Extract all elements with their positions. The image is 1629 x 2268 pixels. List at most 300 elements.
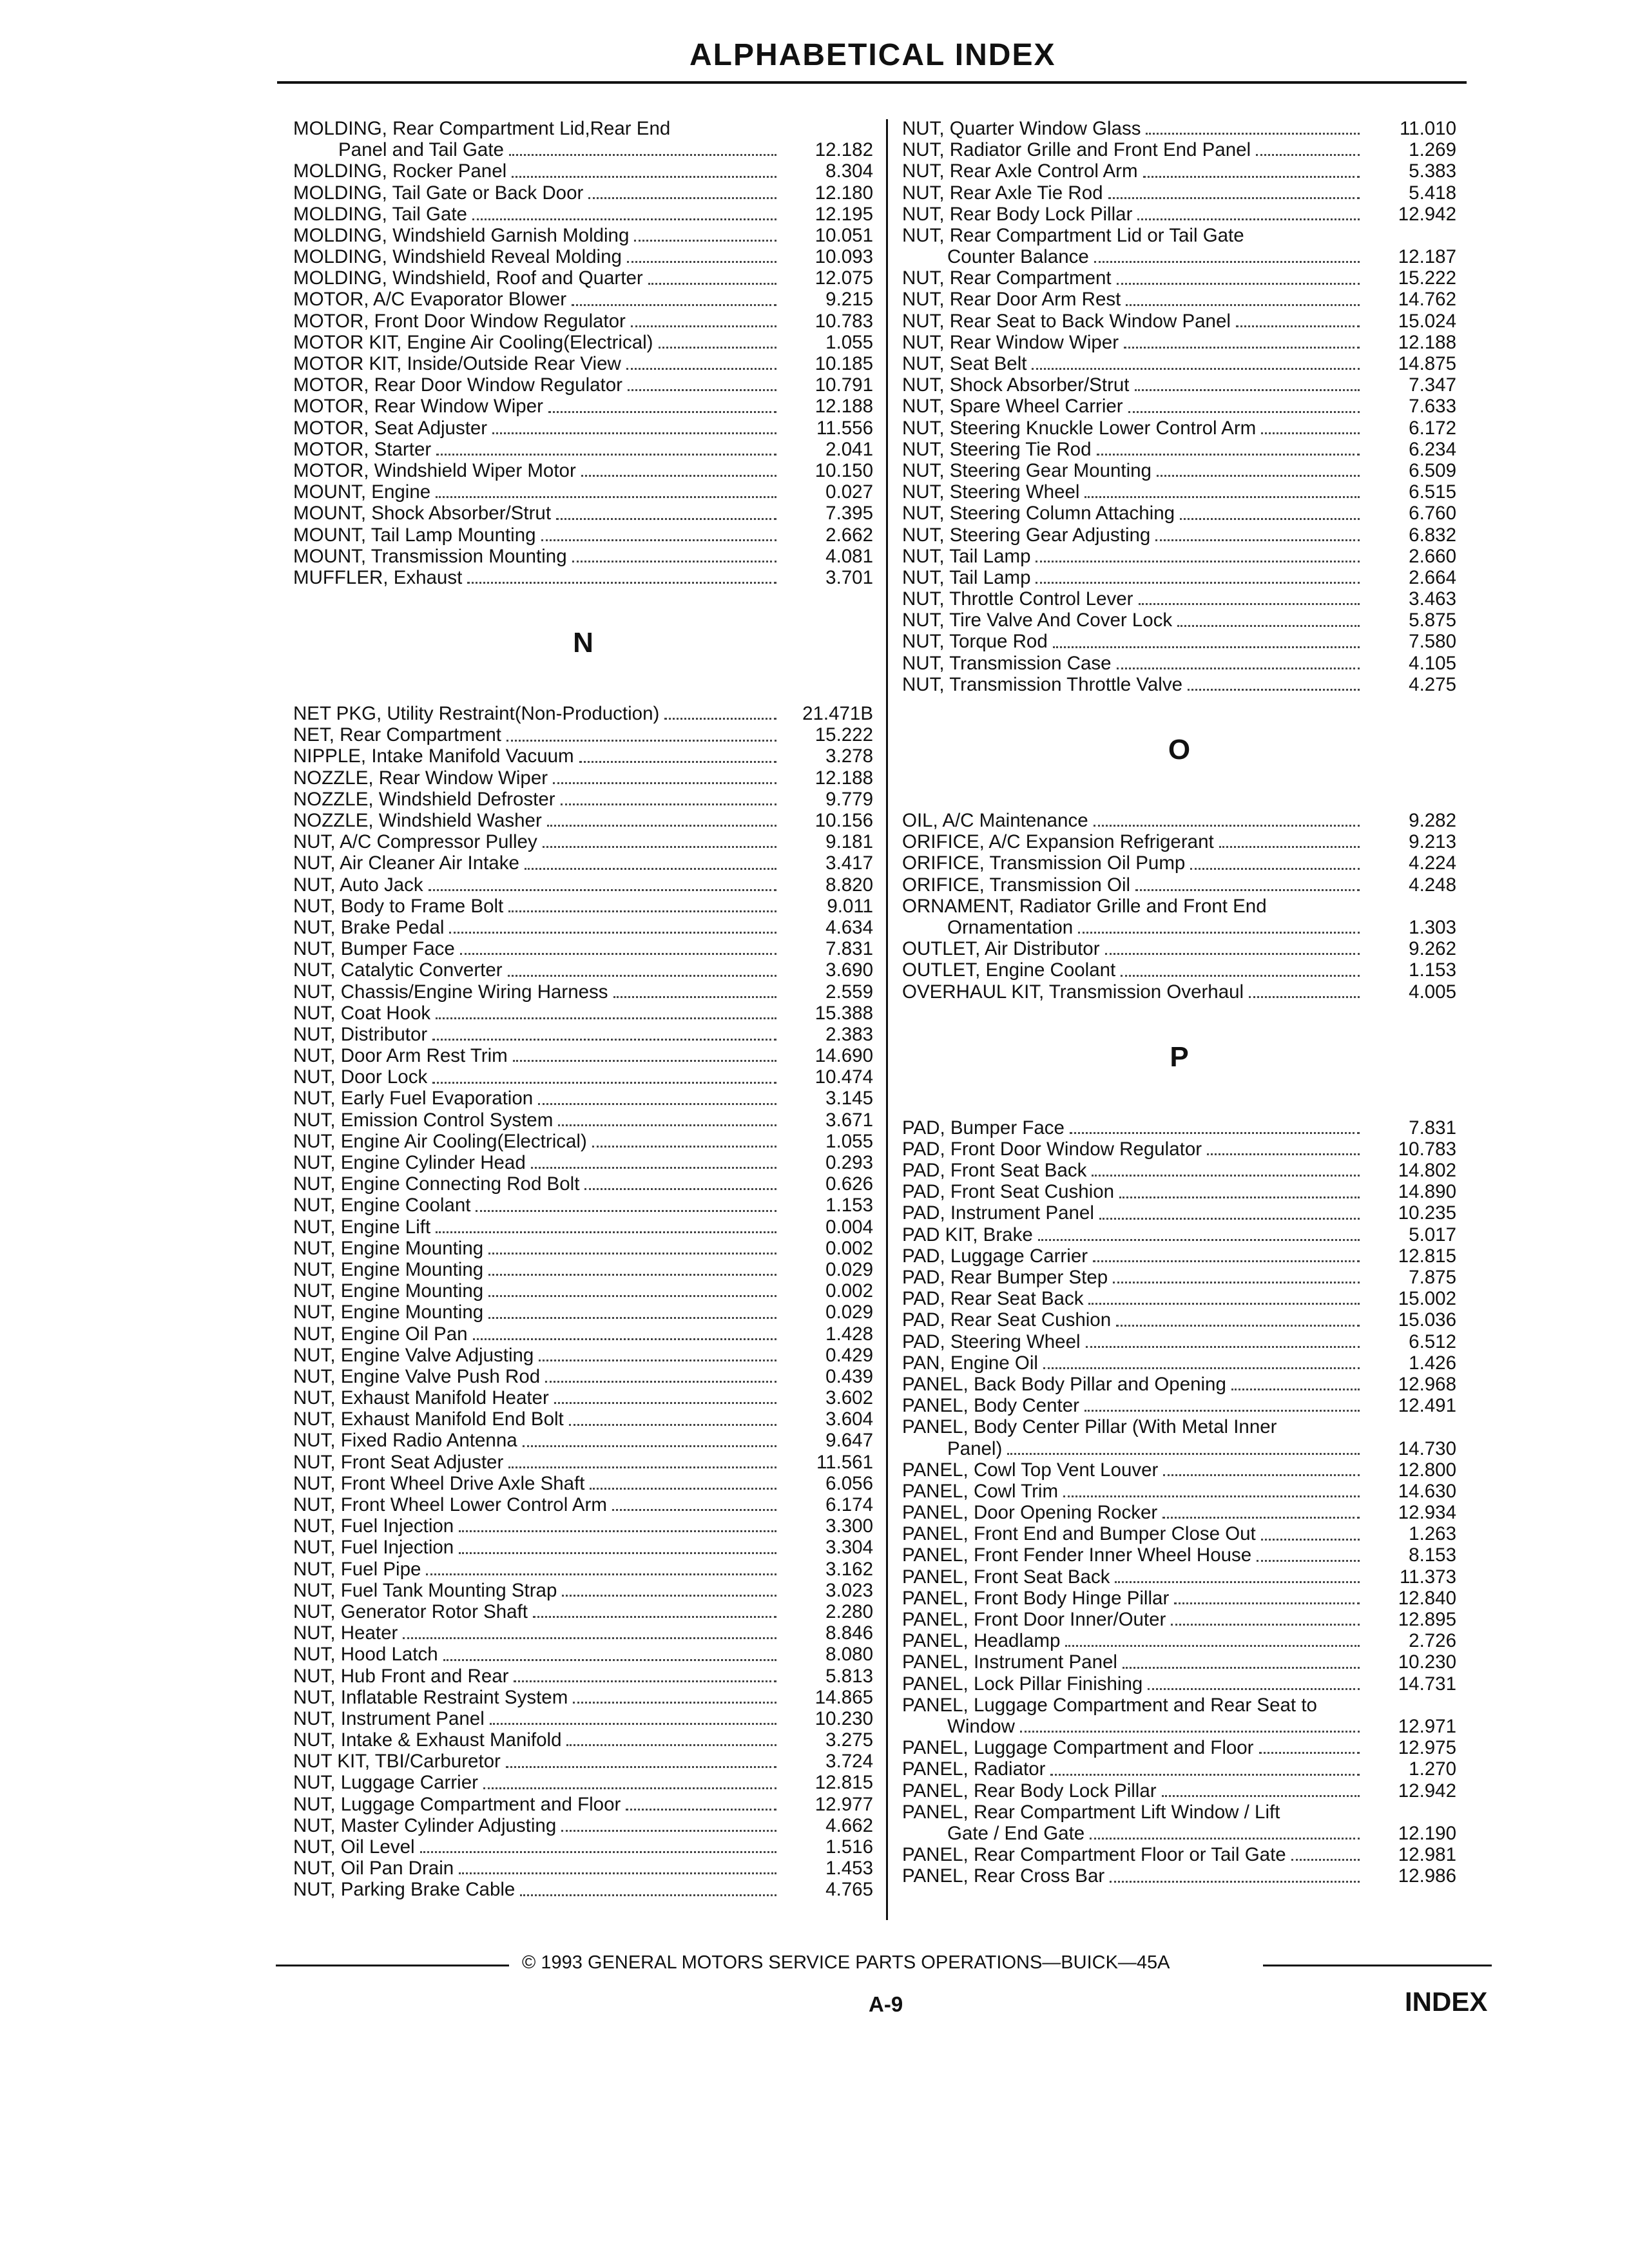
index-entry [293,1794,873,1815]
dot-leader [1174,1602,1360,1604]
index-entry [902,374,1456,396]
entry-text: NUT, Front Seat Adjuster [293,1451,504,1473]
dot-leader [664,718,776,720]
index-entry [293,439,873,460]
dot-leader [403,1637,776,1639]
entry-text: PANEL, Luggage Compartment and Rear Seat to [902,1694,1317,1716]
index-entry [293,831,873,852]
entry-page-ref: 4.005 [1409,981,1456,1003]
dot-leader [584,1188,776,1190]
index-entry [902,1459,1456,1481]
entry-text: NUT, Rear Axle Tie Rod [902,182,1103,204]
index-entry [293,332,873,353]
page-title-text: ALPHABETICAL INDEX [689,38,1056,72]
dot-leader [1086,1346,1360,1348]
footer-rule-left [276,1965,509,1966]
dot-leader [547,825,776,827]
footer-copyright: © 1993 GENERAL MOTORS SERVICE PARTS OPERATIONS—BUICK—45A [522,1952,1170,1973]
dot-leader [612,1509,776,1511]
index-entry [902,524,1456,546]
entry-text: NUT, Parking Brake Cable [293,1879,516,1901]
dot-leader [648,283,776,285]
dot-leader [459,1872,776,1874]
dot-leader [541,539,776,541]
entry-text: PANEL, Front Door Inner/Outer [902,1609,1166,1631]
entry-page-ref: 12.986 [1398,1865,1456,1887]
entry-text: NUT, Intake & Exhaust Manifold [293,1729,562,1751]
dot-leader [1032,368,1360,370]
index-entry [902,1588,1456,1609]
dot-leader [509,154,776,156]
dot-leader [1090,1838,1360,1840]
index-entry [293,1173,873,1195]
dot-leader [467,582,776,584]
entry-text: NUT, Body to Frame Bolt [293,895,504,917]
dot-leader [561,1830,776,1832]
dot-leader [1116,1325,1360,1327]
entry-page-ref: 3.275 [825,1729,873,1751]
dot-leader [1088,1303,1360,1305]
index-entry [902,1139,1456,1160]
dot-leader [588,197,776,199]
entry-text: PANEL, Door Opening Rocker [902,1502,1158,1524]
index-entry [902,1481,1456,1502]
entry-page-ref: 3.162 [825,1558,873,1580]
index-entry [293,1302,873,1323]
index-entry [902,959,1456,981]
dot-leader [592,1146,776,1148]
entry-page-ref: 12.800 [1398,1459,1456,1481]
index-entry [293,896,873,917]
dot-leader [514,1680,776,1682]
dot-leader [581,475,776,477]
entry-text: NUT, Early Fuel Evaporation [293,1088,534,1110]
index-entry [293,1045,873,1066]
entry-page-ref: 14.875 [1398,353,1456,375]
dot-leader [488,1274,776,1276]
entry-text: NUT, Engine Mounting [293,1237,484,1259]
entry-text: PANEL, Body Center Pillar (With Metal Inner [902,1416,1277,1438]
index-entry [293,374,873,396]
dot-leader [1117,283,1360,285]
entry-text: NUT, Door Arm Rest Trim [293,1045,508,1067]
index-entry [293,204,873,225]
dot-leader [1148,1688,1360,1690]
entry-page-ref: 1.428 [825,1323,873,1345]
index-entry [293,1751,873,1772]
dot-leader [523,1445,776,1447]
dot-leader [432,1082,776,1084]
dot-leader [436,1017,776,1019]
index-entry [293,1195,873,1216]
index-entry [293,1580,873,1601]
entry-text: NUT, Hood Latch [293,1644,438,1666]
dot-leader [1177,625,1360,627]
entry-page-ref: 5.418 [1409,182,1456,204]
dot-leader [488,1253,776,1254]
dot-leader [1110,1881,1360,1883]
dot-leader [1070,1132,1360,1134]
dot-leader [1093,1260,1360,1262]
entry-page-ref: 12.840 [1398,1587,1456,1609]
index-entry [293,1259,873,1280]
dot-leader [539,1360,776,1361]
index-entry [902,311,1456,332]
dot-leader [1097,454,1360,456]
index-entry [902,1566,1456,1588]
entry-text: NUT, Brake Pedal [293,916,445,938]
entry-page-ref: 8.153 [1409,1544,1456,1566]
entry-text: NUT, Engine Valve Adjusting [293,1344,534,1366]
entry-page-ref: 6.056 [825,1472,873,1494]
entry-page-ref: 1.055 [825,331,873,353]
index-entry [902,1695,1456,1716]
dot-leader [1128,411,1360,413]
dot-leader [533,1616,776,1618]
index-entry [293,1773,873,1794]
entry-text: PANEL, Front Seat Back [902,1566,1110,1588]
index-entry [293,567,873,588]
entry-page-ref: 2.726 [1409,1630,1456,1652]
entry-page-ref: 4.224 [1409,852,1456,874]
entry-text: NUT, Rear Compartment [902,267,1112,289]
entry-page-ref: 14.630 [1398,1480,1456,1502]
index-entry [902,139,1456,160]
index-entry [293,1815,873,1836]
index-entry [902,160,1456,182]
entry-text: NUT, Tail Lamp [902,545,1031,567]
index-entry [293,267,873,289]
entry-text: NUT, Master Cylinder Adjusting [293,1814,557,1836]
index-entry [902,1181,1456,1202]
entry-text: NUT, Front Wheel Drive Axle Shaft [293,1472,585,1494]
entry-text: MOLDING, Windshield Reveal Molding [293,246,622,268]
entry-text: NUT, Rear Body Lock Pillar [902,203,1133,225]
dot-leader [1053,646,1360,648]
entry-page-ref: 10.093 [815,246,873,268]
index-entry [293,481,873,503]
entry-text: OVERHAUL KIT, Transmission Overhaul [902,981,1244,1003]
index-entry [293,246,873,267]
dot-leader [1162,1517,1360,1519]
entry-page-ref: 4.634 [825,916,873,938]
entry-page-ref: 7.580 [1409,631,1456,653]
entry-page-ref: 14.762 [1398,289,1456,311]
dot-leader [548,411,776,413]
section-letter: P [1170,1041,1189,1073]
index-entry [902,810,1456,831]
entry-text: Window [947,1715,1015,1737]
index-entry [902,267,1456,289]
entry-text: ORIFICE, A/C Expansion Refrigerant [902,831,1214,853]
entry-page-ref: 14.802 [1398,1160,1456,1182]
entry-text: NUT, Torque Rod [902,631,1048,653]
entry-text: NUT, Engine Coolant [293,1195,471,1216]
entry-page-ref: 8.846 [825,1622,873,1644]
entry-text: NUT, Door Lock [293,1066,428,1088]
entry-text: NUT, Steering Tie Rod [902,438,1092,460]
entry-page-ref: 6.174 [825,1494,873,1516]
index-entry [902,1844,1456,1865]
entry-text: PANEL, Body Center [902,1395,1079,1417]
dot-leader [627,261,776,263]
entry-text: NUT, Chassis/Engine Wiring Harness [293,981,608,1003]
dot-leader [1188,689,1360,691]
dot-leader [1137,218,1360,220]
entry-text: PAD, Front Seat Cushion [902,1181,1115,1203]
dot-leader [476,1210,776,1212]
entry-page-ref: 10.156 [815,810,873,832]
entry-text: PANEL, Rear Body Lock Pillar [902,1780,1157,1802]
entry-page-ref: 10.051 [815,224,873,246]
entry-page-ref: 15.024 [1398,310,1456,332]
index-entry [293,1452,873,1473]
index-entry [902,1673,1456,1695]
dot-leader [1123,1667,1360,1669]
index-entry [902,938,1456,959]
index-entry [293,1387,873,1408]
entry-text: NUT, Tail Lamp [902,566,1031,588]
dot-leader [1124,347,1360,349]
dot-leader [420,1851,776,1853]
dot-leader [573,1702,776,1704]
entry-page-ref: 3.602 [825,1387,873,1409]
dot-leader [1094,261,1360,263]
entry-text: NUT, Steering Column Attaching [902,503,1175,524]
entry-text: NIPPLE, Intake Manifold Vacuum [293,745,574,767]
entry-page-ref: 9.213 [1409,831,1456,853]
dot-leader [436,496,776,498]
dot-leader [562,1595,776,1597]
entry-text: NUT, Rear Door Arm Rest [902,289,1121,311]
index-entry [902,204,1456,225]
dot-leader [460,953,776,955]
entry-page-ref: 9.011 [827,895,873,917]
entry-page-ref: 10.230 [1398,1651,1456,1673]
dot-leader [553,782,776,784]
entry-text: PANEL, Radiator [902,1758,1046,1780]
entry-text: NUT, Luggage Carrier [293,1772,478,1794]
entry-page-ref: 14.865 [815,1686,873,1708]
entry-text: NUT, Exhaust Manifold Heater [293,1387,549,1409]
index-entry [902,852,1456,874]
index-entry [293,938,873,959]
entry-page-ref: 21.471B [802,703,873,725]
entry-text: NUT, Transmission Case [902,652,1112,674]
index-entry [293,1879,873,1900]
entry-text: NUT, A/C Compressor Pulley [293,831,537,853]
entry-page-ref: 12.188 [1398,331,1456,353]
entry-text: NUT, Auto Jack [293,874,423,896]
dot-leader [628,389,776,391]
dot-leader [1256,154,1360,156]
entry-page-ref: 1.516 [825,1836,873,1858]
entry-text: NUT, Tire Valve And Cover Lock [902,610,1173,631]
index-entry [902,1352,1456,1374]
entry-page-ref: 0.004 [825,1216,873,1238]
entry-page-ref: 0.029 [825,1258,873,1280]
entry-text: NUT, Luggage Compartment and Floor [293,1793,621,1815]
entry-text: MOLDING, Tail Gate [293,203,467,225]
index-entry [293,959,873,981]
dot-leader [579,761,776,763]
entry-text: NUT, Engine Cylinder Head [293,1152,526,1174]
index-entry [902,1288,1456,1309]
entry-text: Panel and Tail Gate [338,139,504,161]
entry-page-ref: 6.234 [1409,438,1456,460]
index-entry [902,1395,1456,1416]
dot-leader [1157,475,1360,477]
index-entry [902,1416,1456,1437]
entry-text: MOTOR, Seat Adjuster [293,417,488,439]
entry-page-ref: 0.002 [825,1237,873,1259]
index-entry [293,1131,873,1152]
index-entry [902,225,1456,246]
index-entry [902,1737,1456,1758]
entry-page-ref: 8.304 [825,160,873,182]
entry-text: PAD, Rear Bumper Step [902,1267,1108,1289]
entry-text: Ornamentation [947,916,1074,938]
index-entry [293,353,873,374]
index-entry [902,1224,1456,1245]
index-entry [293,703,873,724]
dot-leader [1163,1474,1360,1476]
index-entry [902,289,1456,311]
dot-leader [1139,603,1360,605]
dot-leader [569,1424,776,1426]
entry-page-ref: 12.934 [1398,1502,1456,1524]
index-entry [293,874,873,896]
index-entry [293,1473,873,1494]
entry-page-ref: 7.875 [1409,1267,1456,1289]
index-entry [293,1858,873,1879]
index-entry [902,118,1456,139]
index-entry [293,767,873,789]
entry-page-ref: 0.293 [825,1152,873,1174]
index-entry [902,1823,1456,1844]
entry-page-ref: 4.662 [825,1814,873,1836]
index-entry [293,1494,873,1515]
entry-text: NUT, Exhaust Manifold End Bolt [293,1408,564,1430]
index-entry [902,1780,1456,1802]
entry-text: NOZZLE, Rear Window Wiper [293,767,548,789]
entry-text: PANEL, Instrument Panel [902,1651,1117,1673]
entry-text: MOTOR, Windshield Wiper Motor [293,459,576,481]
index-entry [902,1374,1456,1395]
index-entry [293,503,873,524]
entry-text: PANEL, Cowl Top Vent Louver [902,1459,1159,1481]
entry-page-ref: 12.981 [1398,1844,1456,1866]
dot-leader [1126,304,1360,306]
entry-text: NUT, Hub Front and Rear [293,1665,509,1687]
entry-text: PANEL, Headlamp [902,1630,1061,1652]
entry-page-ref: 0.027 [825,481,873,503]
entry-page-ref: 6.760 [1409,503,1456,524]
index-entry [902,1609,1456,1630]
dot-leader [1084,496,1360,498]
entry-text: MOUNT, Tail Lamp Mounting [293,524,536,546]
dot-leader [443,1659,776,1661]
dot-leader [436,454,776,456]
entry-text: NUT, Engine Connecting Rod Bolt [293,1173,580,1195]
entry-page-ref: 4.765 [825,1879,873,1901]
entry-page-ref: 12.188 [815,767,873,789]
dot-leader [508,910,776,912]
dot-leader [1036,582,1360,584]
index-entry [293,182,873,204]
entry-text: MOTOR, Rear Door Window Regulator [293,374,622,396]
index-entry [293,789,873,810]
index-entry [293,460,873,481]
footer-page-number: A-9 [869,1992,903,2016]
entry-page-ref: 12.971 [1398,1715,1456,1737]
entry-text: NUT, Generator Rotor Shaft [293,1600,528,1622]
entry-page-ref: 1.055 [825,1130,873,1152]
dot-leader [531,1167,776,1169]
index-entry [902,1267,1456,1288]
entry-page-ref: 9.779 [825,788,873,810]
index-entry [902,610,1456,631]
index-entry [293,1622,873,1644]
index-entry [293,1066,873,1088]
entry-page-ref: 5.813 [825,1665,873,1687]
entry-text: NUT KIT, TBI/Carburetor [293,1751,501,1773]
entry-text: MOTOR, Rear Window Wiper [293,396,543,418]
dot-leader [572,561,776,562]
entry-text: PAD, Front Door Window Regulator [902,1138,1202,1160]
entry-page-ref: 5.017 [1409,1224,1456,1245]
dot-leader [1146,133,1360,135]
dot-leader [626,1809,776,1811]
index-entry [293,160,873,182]
entry-page-ref: 9.647 [825,1430,873,1452]
entry-text: NUT, Steering Wheel [902,481,1080,503]
entry-text: NUT, Spare Wheel Carrier [902,396,1123,418]
column-divider [886,119,888,1920]
entry-text: NUT, Air Cleaner Air Intake [293,852,519,874]
entry-page-ref: 15.036 [1398,1309,1456,1331]
entry-text: NUT, Engine Mounting [293,1258,484,1280]
dot-leader [1065,1645,1360,1647]
entry-page-ref: 10.185 [815,353,873,375]
index-entry [902,831,1456,852]
entry-page-ref: 14.890 [1398,1181,1456,1203]
dot-leader [1143,176,1360,178]
entry-text: NUT, Seat Belt [902,353,1027,375]
index-entry [293,1687,873,1708]
dot-leader [520,1894,776,1896]
entry-text: MOTOR KIT, Engine Air Cooling(Electrical) [293,331,653,353]
index-entry [293,524,873,546]
dot-leader [659,347,777,349]
entry-page-ref: 3.417 [825,852,873,874]
entry-text: PANEL, Luggage Compartment and Floor [902,1737,1254,1759]
index-entry [902,439,1456,460]
entry-text: NUT, Rear Compartment Lid or Tail Gate [902,224,1244,246]
dot-leader [506,1766,776,1768]
dot-leader [634,240,776,242]
index-entry [902,332,1456,353]
index-column-left [293,118,873,1901]
index-entry [293,810,873,831]
index-entry [293,1366,873,1387]
dot-leader [1207,1153,1360,1155]
entry-text: PANEL, Rear Compartment Lift Window / Lift [902,1801,1280,1823]
entry-page-ref: 12.895 [1398,1609,1456,1631]
entry-text: NUT, Rear Window Wiper [902,331,1119,353]
dot-leader [1162,1795,1360,1797]
entry-page-ref: 1.263 [1409,1523,1456,1545]
